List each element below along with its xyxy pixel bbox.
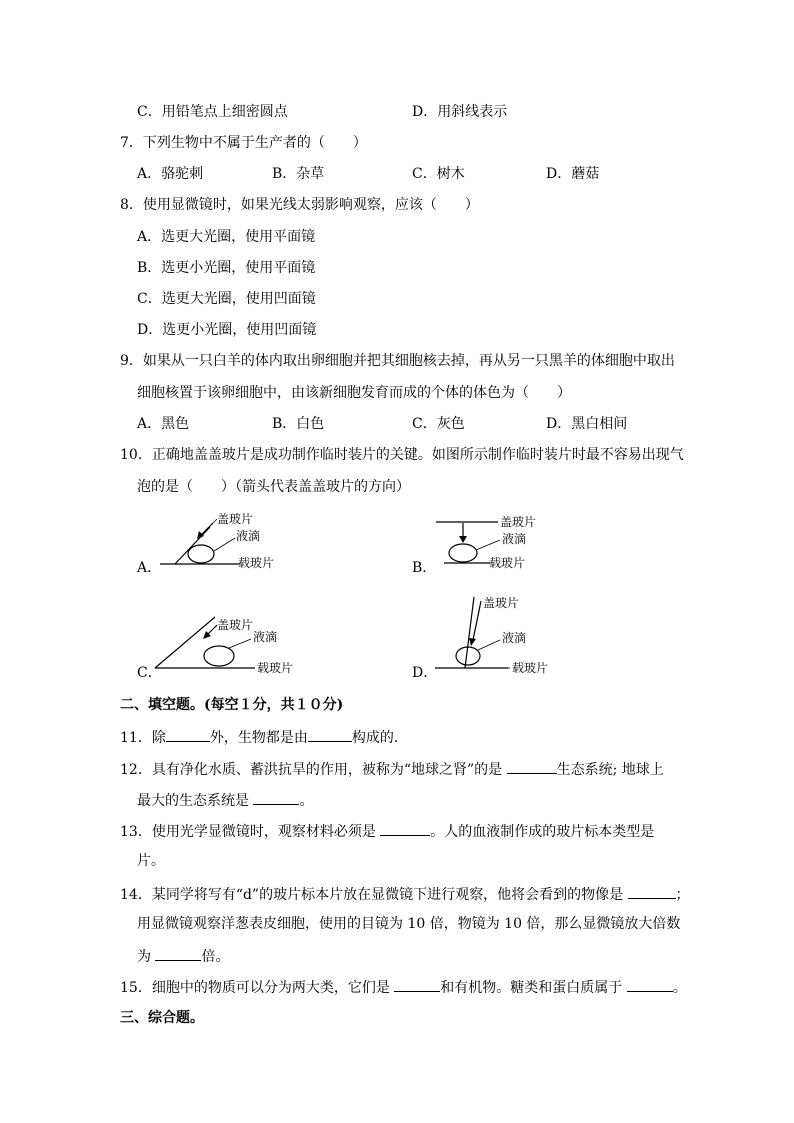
figure-b-slide-label: 载玻片	[489, 556, 526, 570]
figure-c-letter: C．	[137, 665, 162, 681]
figure-b-drop-label: 液滴	[502, 532, 527, 546]
figure-d-letter: D．	[412, 665, 438, 681]
q7-option-a: A．骆驼刺	[137, 166, 204, 182]
q15-part2: 和有机物。糖类和蛋白质属于	[440, 980, 627, 996]
q12-text-b: 生态系统; 地球上	[556, 762, 664, 778]
q7-stem: 7．下列生物中不属于生产者的（ ）	[120, 135, 367, 151]
figure-c-drop-pointer	[229, 639, 251, 648]
q13-line1	[120, 821, 654, 841]
q7-option-d: D．蘑菇	[546, 166, 600, 182]
q14-text-a: 14．某同学将写有“d”的玻片标本片放在显微镜下进行观察，他将会看到的物像是	[120, 887, 628, 903]
q7-option-b: B．杂草	[272, 166, 325, 182]
figure-a-slide-label: 载玻片	[238, 556, 275, 570]
q12-blank-2[interactable]	[253, 790, 299, 805]
q8-option-d: D．选更小光圈，使用凹面镜	[137, 322, 317, 338]
figure-d-drop	[456, 647, 480, 665]
q9-option-d: D．黑白相间	[546, 416, 628, 432]
q14-line2: 用显微镜观察洋葱表皮细胞，使用的目镜为 10 倍，物镜为 10 倍，那么显微镜放大倍数	[137, 916, 681, 932]
q12-line2	[137, 790, 313, 810]
q12-text-c: 最大的生态系统是	[137, 793, 254, 809]
q14-blank-2[interactable]	[155, 946, 201, 961]
q11-part3: 构成的.	[351, 730, 399, 746]
q13-text-a: 13．使用光学显微镜时，观察材料必须是	[120, 824, 381, 840]
figure-b-drop-pointer	[476, 540, 500, 550]
q9-option-b: B．白色	[272, 416, 325, 432]
section2-title: 二、填空题。(每空１分，共１０分)	[120, 697, 344, 713]
q10-stem-line1: 10．正确地盖盖玻片是成功制作临时装片的关键。如图所示制作临时装片时最不容易出现气	[120, 447, 684, 463]
figure-b-cover-label: 盖玻片	[500, 515, 537, 529]
q8-stem: 8．使用显微镜时，如果光线太弱影响观察，应该（ ）	[120, 197, 479, 213]
q15-blank-1[interactable]	[394, 977, 440, 992]
q15-line	[120, 977, 687, 997]
q7-option-c: C．树木	[412, 166, 465, 182]
q9-stem-line1: 9．如果从一只白羊的体内取出卵细胞并把其细胞核去掉，再从另一只黑羊的体细胞中取出	[120, 353, 675, 369]
q15-part1: 15．细胞中的物质可以分为两大类，它们是	[120, 980, 395, 996]
figure-a-cover-label: 盖玻片	[217, 512, 254, 526]
q8-option-a: A．选更大光圈，使用平面镜	[137, 229, 316, 245]
figure-d-drop-pointer	[478, 640, 500, 650]
q14-text-c: 为	[137, 949, 156, 965]
q12-text-a: 12．具有净化水质、蓄洪抗旱的作用，被称为“地球之肾”的是	[120, 762, 507, 778]
q11-blank-2[interactable]	[308, 727, 352, 742]
figure-a-drop-pointer	[214, 538, 235, 551]
q11-part1: 11．除	[120, 730, 166, 746]
figure-c-slide-label: 载玻片	[257, 661, 294, 675]
figure-a-drop	[188, 545, 214, 563]
figure-d-drop-label: 液滴	[502, 631, 527, 645]
q14-text-d: 倍。	[201, 949, 230, 965]
figure-a-drop-label: 液滴	[236, 529, 261, 543]
q8-option-b: B．选更小光圈，使用平面镜	[137, 260, 316, 276]
q13-line2: 片。	[137, 853, 165, 869]
section3-title: 三、综合题。	[120, 1010, 204, 1026]
q10-stem-line2: 泡的是（ ）（箭头代表盖盖玻片的方向）	[137, 479, 410, 495]
figure-d-cover-label: 盖玻片	[483, 596, 520, 610]
q12-blank-1[interactable]	[507, 759, 557, 774]
figure-a-letter: A．	[137, 560, 162, 576]
q9-option-c: C．灰色	[412, 416, 465, 432]
figure-d-diagram	[430, 592, 570, 682]
q11-part2: 外，生物都是由	[209, 730, 308, 746]
figure-d-arrow	[473, 601, 481, 640]
q13-text-b: 。人的血液制作成的玻片标本类型是	[430, 824, 655, 840]
q9-stem-line2: 细胞核置于该卵细胞中，由该新细胞发育而成的个体的体色为（ ）	[137, 385, 571, 401]
q12-line1	[120, 759, 664, 779]
figure-c-diagram	[155, 612, 315, 682]
figure-d-slide-label: 载玻片	[512, 661, 549, 675]
q11-blank-1[interactable]	[166, 727, 210, 742]
figure-c-drop-label: 液滴	[253, 630, 278, 644]
figure-d-cover-slip-line	[465, 597, 474, 668]
q8-option-c: C．选更大光圈，使用凹面镜	[137, 291, 316, 307]
q14-blank-1[interactable]	[628, 884, 676, 899]
figure-b-arrowhead	[459, 536, 467, 543]
figure-b-letter: B．	[412, 560, 437, 576]
q14-line3	[137, 946, 229, 966]
figure-b-drop	[449, 544, 477, 562]
q6-option-c: C．用铅笔点上细密圆点	[137, 104, 288, 120]
figure-b-diagram	[430, 510, 570, 580]
figure-c-cover-label: 盖玻片	[217, 618, 254, 632]
q6-option-d: D．用斜线表示	[412, 104, 508, 120]
q15-blank-2[interactable]	[627, 977, 673, 992]
q11-line	[120, 727, 398, 747]
q14-text-b: ；	[675, 887, 690, 903]
figure-d-arrowhead	[469, 638, 476, 646]
figure-a-diagram	[155, 510, 295, 580]
figure-c-drop	[204, 646, 234, 666]
q14-line1	[120, 884, 690, 904]
q12-text-d: 。	[299, 793, 314, 809]
q9-option-a: A．黑色	[137, 416, 190, 432]
q15-part3: 。	[672, 980, 687, 996]
q13-blank-1[interactable]	[380, 821, 430, 836]
